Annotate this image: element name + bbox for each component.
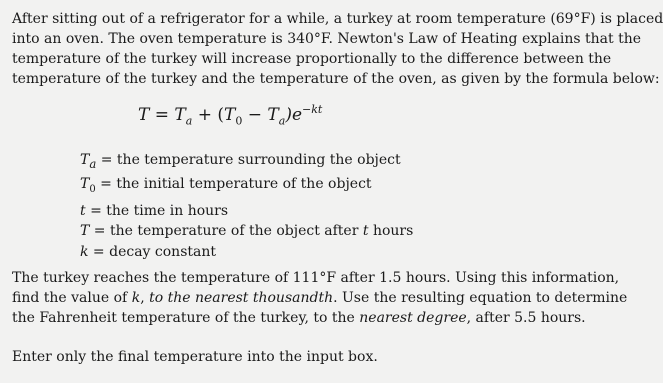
task-text: The turkey reaches the temperature of [12, 270, 293, 286]
task-text: . Use the resulting equation to determine [333, 290, 628, 306]
task-text: , [140, 290, 150, 306]
task-k-symbol: k [131, 290, 141, 306]
definition-text: = the time in hours [85, 202, 229, 219]
intro-text: is placed [595, 11, 663, 27]
task-paragraph [12, 268, 627, 328]
definition-text: = the temperature of the object after [89, 223, 363, 240]
formula-t0: T [224, 105, 236, 125]
formula-lhs: T [138, 105, 150, 125]
formula-plus: + ( [192, 105, 224, 125]
formula-minus: − [242, 105, 268, 125]
rounding-instruction: nearest degree [359, 310, 467, 326]
definition-symbol: k [80, 243, 89, 260]
formula-exponent: −kt [302, 103, 323, 116]
room-temperature: (69°F) [550, 11, 596, 27]
intro-line-1 [12, 9, 663, 29]
definition-subscript: a [89, 156, 97, 171]
definition-symbol: T [80, 152, 90, 168]
intro-line-2 [12, 29, 663, 49]
task-line-2 [12, 288, 627, 308]
definition-symbol: t [362, 223, 369, 240]
intro-paragraph [12, 9, 663, 89]
intro-text: . Newton's Law of Heating explains that the [328, 31, 642, 47]
formula-ta: T [174, 105, 186, 125]
formula-equals: = [149, 105, 175, 125]
intro-line-4: temperature of the turkey and the temperature of the oven, as given by the formula below: [12, 71, 660, 87]
definition-symbol: T [80, 176, 90, 193]
formula-ta2-sub: a [278, 114, 286, 128]
intro-text: into an oven. The oven temperature is [12, 31, 288, 47]
task-text: , after 5.5 hours. [466, 310, 586, 326]
final-instruction: Enter only the final temperature into the input box. [12, 349, 378, 365]
definition-text: = decay constant [88, 243, 216, 260]
task-line-1 [12, 268, 627, 288]
definition-text: = the initial temperature of the object [95, 176, 372, 193]
oven-temperature: 340°F [287, 31, 329, 47]
task-line-3 [12, 308, 627, 328]
intro-text: After sitting out of a refrigerator for a while, a turkey at room temperature [12, 11, 551, 27]
definition-text: = the temperature surrounding the object [96, 152, 401, 168]
definition-T [80, 221, 413, 242]
definition-t [80, 201, 413, 222]
definition-text: hours [368, 223, 414, 240]
task-text: find the value of [12, 290, 132, 306]
formula-ta-sub: a [185, 114, 193, 128]
formula-exp-base: )e [285, 105, 303, 125]
definitions-list [80, 150, 413, 262]
formula-ta2: T [267, 105, 279, 125]
definition-subscript: 0 [89, 184, 96, 196]
task-text: the Fahrenheit temperature of the turkey, to the [12, 310, 360, 326]
intro-line-3: temperature of the turkey will increase proportionally to the difference between the [12, 51, 612, 67]
definition-t0 [80, 174, 413, 200]
newton-formula [138, 103, 322, 127]
rounding-instruction: to the nearest thousandth [149, 290, 334, 306]
definition-ta [80, 150, 413, 174]
definition-symbol: t [80, 202, 86, 219]
definition-symbol: T [80, 223, 90, 240]
formula-t0-sub: 0 [235, 114, 243, 128]
definition-k [80, 242, 413, 263]
target-temperature: 111°F [292, 270, 337, 286]
task-text: after 1.5 hours. Using this information, [336, 270, 620, 286]
